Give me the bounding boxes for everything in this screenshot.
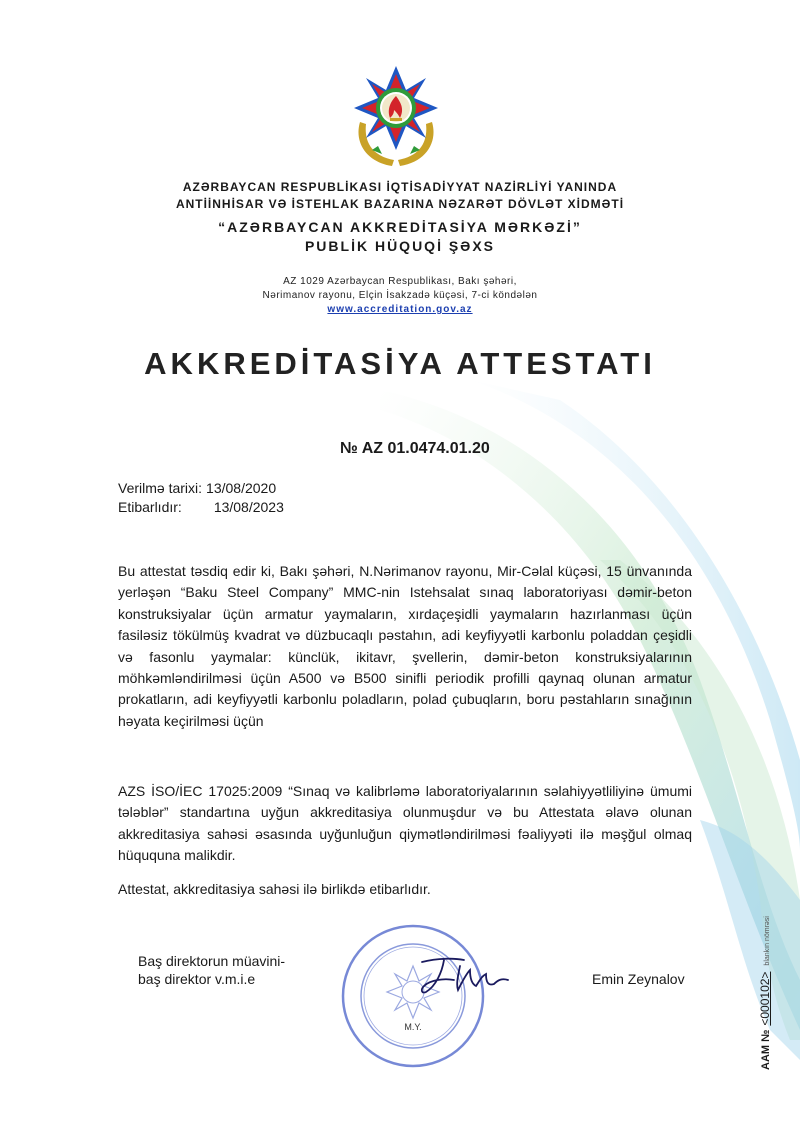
ministry-line-2: ANTİİNHİSAR VƏ İSTEHLAK BAZARINA NƏZARƏT DÖVLƏT XİDMƏTİ	[175, 197, 625, 211]
scope-paragraph: Bu attestat təsdiq edir ki, Bakı şəhəri, N.Nərimanov rayonu, Mir-Cəlal küçəsi, 15 ünvanında yerləşən “Baku Steel Company” MMC-nin Istehsalat sınaq laboratoriyası dəmir-beton konstruksiyalar üçün armatur yaymaların, xırdaçeşidli yaymaların hazırlanması üçün fasiləsiz tökülmüş kvadrat və düzbucaqlı pəstahın, adi keyfiyyətli karbonlu poladdan çeşidli və fasonlu yaymalar: künclük, ikitavr, şvellerin, dəmir-beton konstruksiyalarının möhkəmləndirilməsi üçün A500 və B500 sinifli periodik profilli qaynaq olunan armatur prokatların, adi keyfiyyətli karbonlu poladların, polad çubuqların, boru pəstahların sınağının həyata keçirilməsi üçün	[118, 563, 692, 729]
organization-type: PUBLİK HÜQUQİ ŞƏXS	[304, 238, 496, 254]
valid-until-value: 13/08/2023	[213, 499, 284, 515]
organization-name: “AZƏRBAYCAN AKKREDİTASİYA MƏRKƏZİ”	[218, 219, 582, 235]
signatory-name: Emin Zeynalov	[592, 971, 685, 987]
validity-paragraph: Attestat, akkreditasiya sahəsi ilə birlikdə etibarlıdır.	[118, 881, 431, 897]
blank-serial-number	[758, 916, 772, 1070]
signatory-role-line-2: baş direktor v.m.i.e	[138, 971, 256, 987]
document-title: AKKREDİTASİYA ATTESTATI	[144, 346, 656, 381]
address-line-2: Nərimanov rayonu, Elçin İsakzadə küçəsi, 7-ci köndələn	[262, 290, 538, 301]
serial-caption: blankın nömrəsi	[764, 916, 771, 966]
address-line-1: AZ 1029 Azərbaycan Respublikası, Bakı şəhəri,	[283, 276, 517, 287]
website-link[interactable]: www.accreditation.gov.az	[327, 304, 473, 315]
issue-date-label: Verilmə tarixi:	[118, 480, 203, 496]
serial-value: <000102>	[758, 971, 772, 1026]
serial-label: AAM №	[760, 1029, 772, 1070]
handwritten-signature-icon	[414, 952, 514, 1002]
valid-until-row	[118, 499, 284, 515]
stamp-mark-label: M.Y.	[404, 1022, 422, 1032]
signatory-role-line-1: Baş direktorun müavini-	[138, 953, 286, 969]
certificate-number: № AZ 01.0474.01.20	[340, 440, 490, 457]
ministry-line-1: AZƏRBAYCAN RESPUBLİKASI İQTİSADİYYAT NAZİRLİYİ YANINDA	[182, 180, 618, 194]
standard-paragraph: AZS İSO/İEC 17025:2009 “Sınaq və kalibrləmə laboratoriyalarının səlahiyyətliliyinə ümumi tələblər” standartına uyğun akkreditasiya olunmuşdur və bu Attestata əlavə olunan akkreditasiya sahəsi əsasında uyğunluğun qiymətləndirilməsi fəaliyyəti ilə məşğul olmaq hüququna malikdir.	[118, 783, 692, 864]
issue-date-value: 13/08/2020	[206, 480, 277, 496]
national-emblem-icon	[342, 62, 450, 172]
issue-date-row	[118, 480, 276, 496]
valid-until-label: Etibarlıdır:	[118, 499, 182, 515]
